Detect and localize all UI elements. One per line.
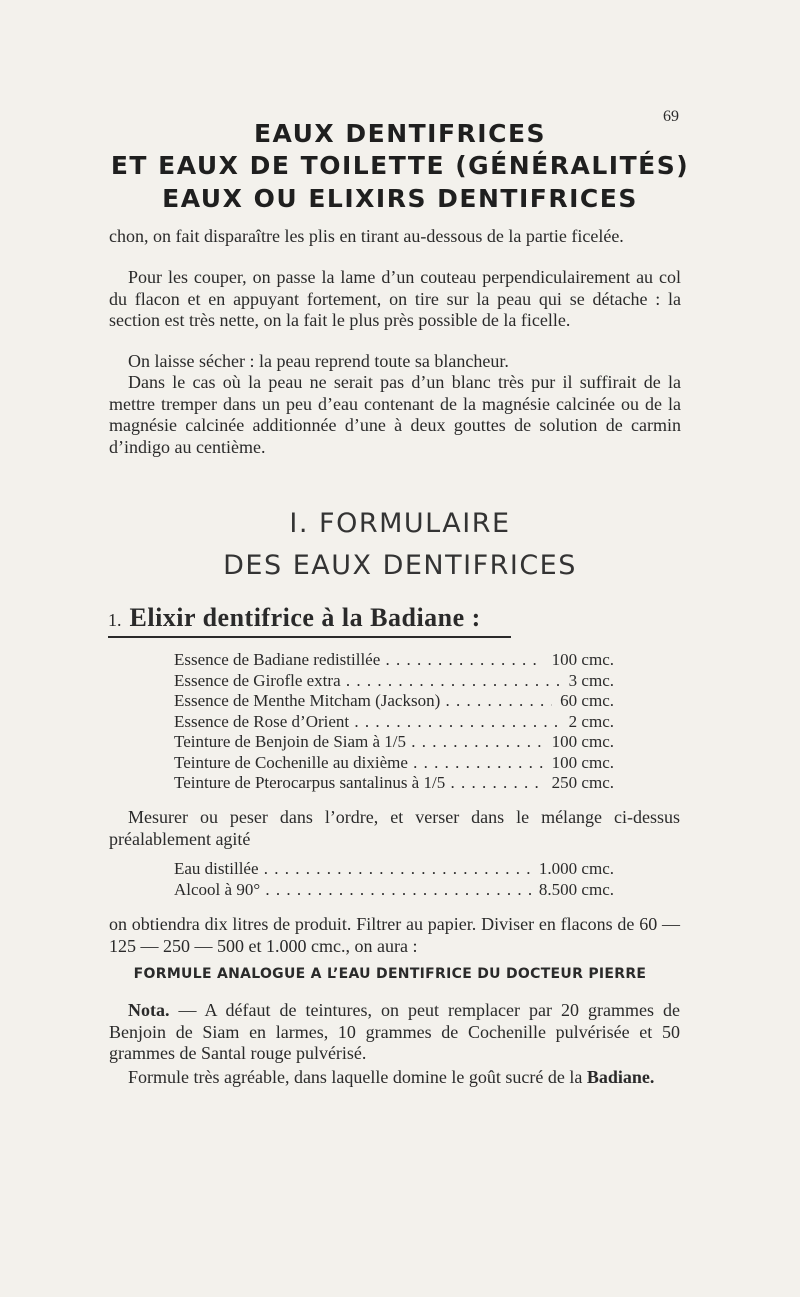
ingredient-quantity: 3 cmc. — [561, 671, 614, 692]
ingredient-row — [174, 732, 614, 753]
running-head-line-2: ET EAUX DE TOILETTE (GÉNÉRALITÉS) — [110, 151, 690, 180]
paragraph-drying: On laisse sécher : la peau reprend toute sa blancheur. — [128, 351, 509, 371]
closing-paragraph — [109, 1067, 680, 1089]
ingredient-quantity: 100 cmc. — [544, 650, 614, 671]
ingredient-row — [174, 712, 614, 733]
page-number: 69 — [663, 108, 679, 125]
ingredient-name: Essence de Menthe Mitcham (Jackson) . . . — [174, 691, 552, 712]
running-head-line-3: EAUX OU ELIXIRS DENTIFRICES — [162, 184, 638, 213]
section-title-line-2: DES EAUX DENTIFRICES — [223, 550, 577, 581]
ingredient-name: Essence de Badiane redistillée . . . — [174, 650, 544, 671]
closing-text: Formule très agréable, dans laquelle domine le goût sucré de la — [128, 1067, 587, 1087]
mix-row — [174, 859, 614, 880]
ingredient-quantity: 100 cmc. — [544, 732, 614, 753]
result-paragraph: on obtiendra dix litres de produit. Filtrer au papier. Diviser en flacons de 60 — 125 — 250 — 500 et 1.000 cmc., on aura : — [109, 914, 680, 956]
mix-name: Eau distillée . . . — [174, 859, 531, 880]
paragraph-continuation: chon, on fait disparaître les plis en tirant au-dessous de la partie ficelée. — [109, 226, 624, 246]
ingredient-name: Teinture de Pterocarpus santalinus à 1/5 . . . — [174, 773, 544, 794]
ingredient-quantity: 250 cmc. — [544, 773, 614, 794]
ingredient-name: Essence de Girofle extra . . . — [174, 671, 561, 692]
mix-quantity: 8.500 cmc. — [531, 880, 614, 901]
paragraph-cutting: Pour les couper, on passe la lame d’un couteau perpendiculairement au col du flacon et en appuyant fortement, on tire sur la peau qui se détache : la section est très nette, on la fait le plus près possible de la ficelle. — [109, 267, 681, 331]
ingredient-row — [174, 691, 614, 712]
instruction-paragraph: Mesurer ou peser dans l’ordre, et verser dans le mélange ci-dessus préalablement agité — [109, 807, 680, 849]
ingredient-name: Teinture de Cochenille au dixième . . . — [174, 753, 544, 774]
mix-list — [174, 859, 614, 900]
paragraph-whitening: Dans le cas où la peau ne serait pas d’un blanc très pur il suffirait de la mettre tremper dans un peu d’eau contenant de la magnésie calcinée ou de la magnésie calcinée additionnée d’une à deux gouttes de solution de carmin d’indigo au centième. — [109, 372, 681, 457]
ingredient-row — [174, 650, 614, 671]
nota-label: Nota. — [128, 1000, 170, 1020]
recipe-heading — [108, 603, 511, 638]
closing-bold-word: Badiane. — [586, 1067, 655, 1087]
running-head-line-1: EAUX DENTIFRICES — [253, 119, 547, 148]
mix-quantity: 1.000 cmc. — [531, 859, 614, 880]
ingredient-name: Essence de Rose d’Orient . . . — [174, 712, 561, 733]
ingredient-list — [174, 650, 614, 794]
ingredient-row — [174, 671, 614, 692]
ingredient-row — [174, 773, 614, 794]
ingredient-name: Teinture de Benjoin de Siam à 1/5 . . . — [174, 732, 544, 753]
mix-row — [174, 880, 614, 901]
recipe-number: 1. — [108, 610, 122, 630]
ingredient-row — [174, 753, 614, 774]
ingredient-quantity: 60 cmc. — [552, 691, 614, 712]
nota-paragraph — [109, 1000, 680, 1065]
mix-name: Alcool à 90° . . . — [174, 880, 531, 901]
ingredient-quantity: 2 cmc. — [561, 712, 614, 733]
recipe-title: Elixir dentifrice à la Badiane : — [129, 603, 481, 632]
ingredient-quantity: 100 cmc. — [544, 753, 614, 774]
section-title-line-1: I. FORMULAIRE — [289, 508, 511, 539]
nota-text: — A défaut de teintures, on peut remplacer par 20 grammes de Benjoin de Siam en larmes, 10 grammes de Cochenille pulvérisée et 50 grammes de Santal rouge pulvérisé. — [109, 1000, 680, 1064]
formula-subheading: FORMULE ANALOGUE A L’EAU DENTIFRICE DU DOCTEUR PIERRE — [133, 966, 647, 982]
